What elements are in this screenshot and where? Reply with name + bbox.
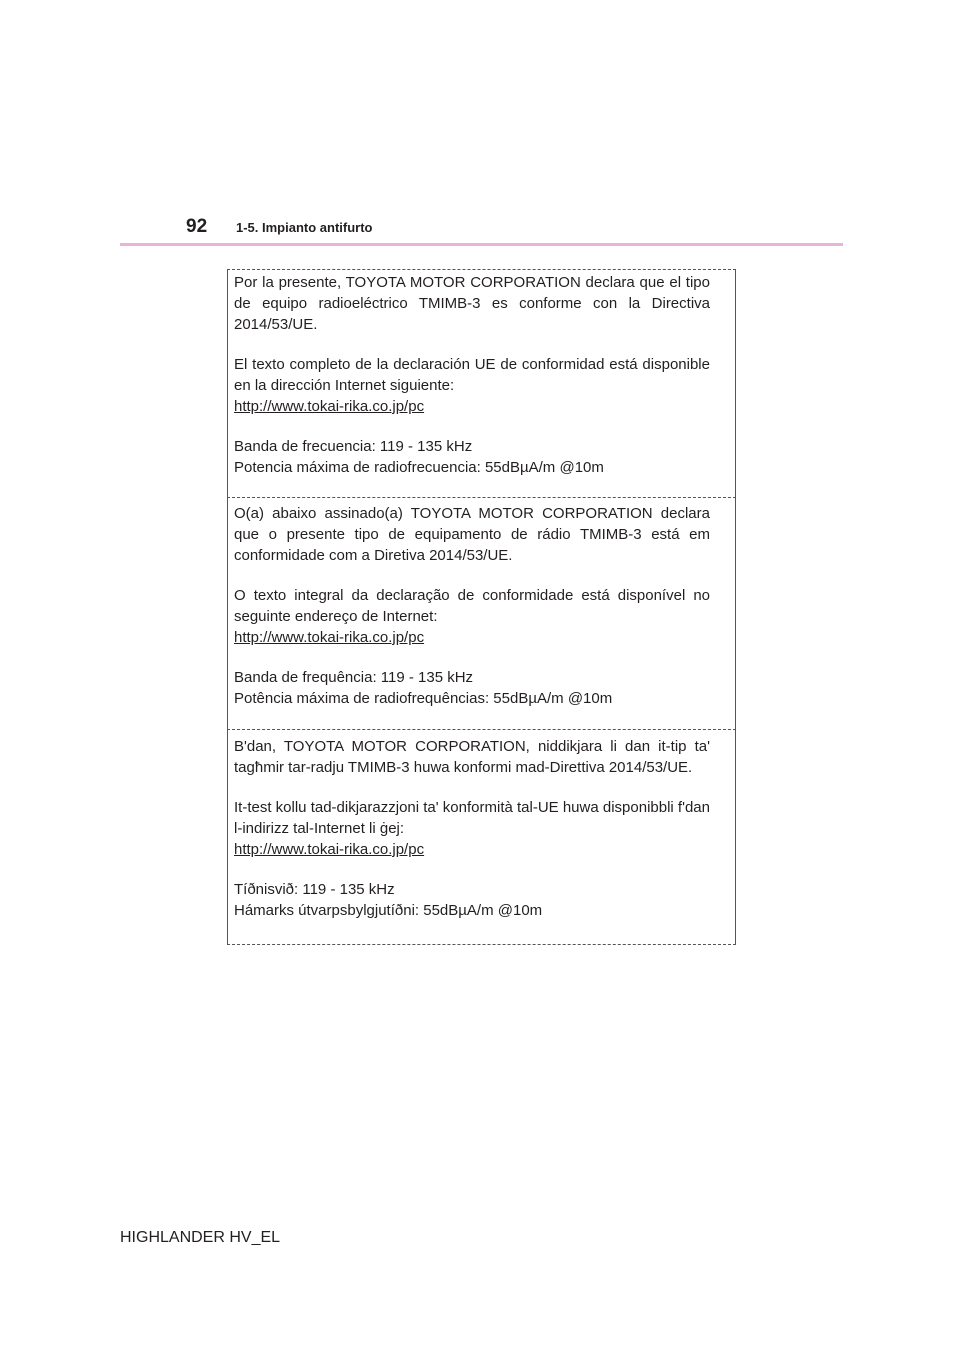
max-power: Hámarks útvarpsbylgjutíðni: 55dBµA/m @10m [234, 902, 543, 919]
section-title: 1-5. Impianto antifurto [236, 220, 373, 235]
frequency-band: Tíðnisvið: 119 - 135 kHz [234, 881, 395, 898]
declaration-text: Por la presente, TOYOTA MOTOR CORPORATION declara que el tipo de equipo radioeléctrico TMIMB-3 es conforme con la Directiva 2014/53/UE. [234, 274, 710, 333]
frequency-band: Banda de frequência: 119 - 135 kHz [234, 669, 474, 686]
declaration-text: O(a) abaixo assinado(a) TOYOTA MOTOR CORPORATION declara que o presente tipo de equipamento de rádio TMIMB-3 está em conformidade com a Diretiva 2014/53/UE. [234, 505, 710, 564]
availability-text: O texto integral da declaração de conformidade está disponível no seguinte endereço de Internet: [234, 587, 710, 625]
declaration-section-es [234, 272, 710, 478]
dashed-divider [227, 944, 736, 945]
dashed-divider [227, 729, 736, 730]
declaration-link[interactable]: http://www.tokai-rika.co.jp/pc [234, 629, 425, 646]
dashed-divider [227, 497, 736, 498]
max-power: Potencia máxima de radiofrecuencia: 55dBµA/m @10m [234, 459, 604, 476]
declaration-link[interactable]: http://www.tokai-rika.co.jp/pc [234, 841, 425, 858]
declaration-link[interactable]: http://www.tokai-rika.co.jp/pc [234, 398, 425, 415]
availability-text: El texto completo de la declaración UE de conformidad está disponible en la dirección Internet siguiente: [234, 356, 710, 394]
header-rule [120, 243, 843, 246]
page-number: 92 [186, 216, 208, 237]
declaration-section-pt [234, 503, 710, 709]
max-power: Potência máxima de radiofrequências: 55dBµA/m @10m [234, 690, 613, 707]
declaration-section-mt [234, 736, 710, 921]
dashed-divider [227, 269, 736, 270]
availability-text: It-test kollu tad-dikjarazzjoni ta' konformità tal-UE huwa disponibbli f'dan l-indirizz tal-Internet li ġej: [234, 799, 710, 837]
declaration-text: B'dan, TOYOTA MOTOR CORPORATION, niddikjara li dan it-tip ta' tagħmir tar-radju TMIMB-3 huwa konformi mad-Direttiva 2014/53/UE. [234, 738, 710, 776]
frequency-band: Banda de frecuencia: 119 - 135 kHz [234, 438, 473, 455]
footer-model: HIGHLANDER HV_EL [120, 1229, 281, 1246]
